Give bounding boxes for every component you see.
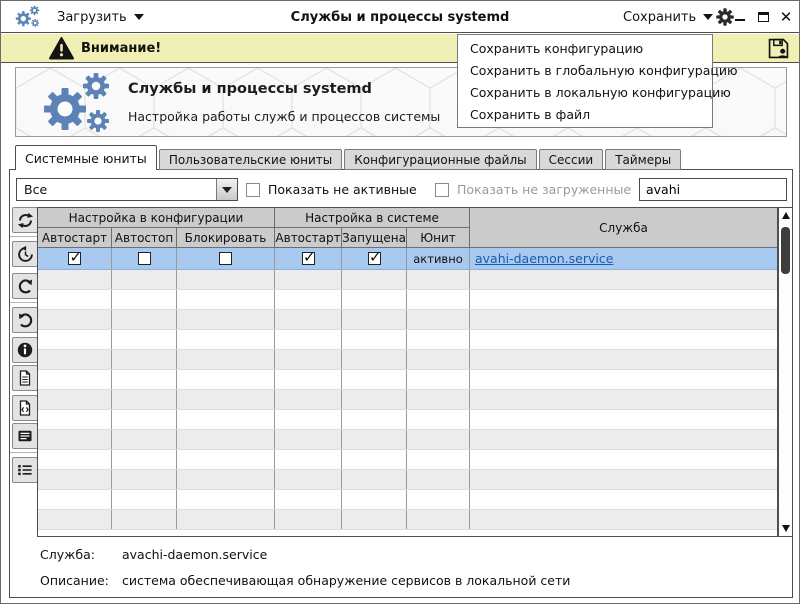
cell-config-autostop[interactable]	[112, 248, 177, 269]
sidebar-button-list[interactable]	[12, 457, 38, 483]
sidebar-button-unit-file[interactable]	[12, 365, 38, 391]
close-icon[interactable]: ✕	[779, 8, 793, 26]
cell-config-autostart[interactable]	[38, 248, 112, 269]
save-button[interactable]	[623, 1, 713, 33]
cell-system-autostart[interactable]	[275, 248, 342, 269]
save-button-label: Сохранить	[623, 9, 697, 25]
table-row-empty	[38, 430, 777, 450]
column-header-service: Служба	[470, 208, 777, 248]
refresh-icon	[17, 212, 34, 229]
sidebar-button-refresh[interactable]	[12, 207, 38, 233]
table-empty-rows	[38, 270, 777, 530]
group-header-system: Настройка в системе	[275, 208, 470, 228]
cell-unit-state: активно	[407, 248, 470, 269]
group-header-config: Настройка в конфигурации	[38, 208, 275, 228]
table-row-empty	[38, 370, 777, 390]
tab-bar	[15, 145, 683, 170]
unit-category-select[interactable]	[16, 178, 238, 201]
tab-sessions[interactable]: Сессии	[539, 149, 604, 170]
top-toolbar	[1, 1, 799, 33]
sidebar-button-journal[interactable]	[12, 423, 38, 449]
show-unloaded-label: Показать не загруженные	[457, 182, 632, 197]
search-input[interactable]	[639, 178, 787, 201]
detail-service-label: Служба:	[40, 547, 95, 562]
banner-gears-logo	[38, 71, 118, 137]
window-controls	[733, 1, 793, 33]
table-row-empty	[38, 470, 777, 490]
warning-triangle-icon	[49, 37, 74, 63]
warning-text: Внимание!	[81, 41, 162, 56]
scrollbar-thumb[interactable]	[781, 227, 790, 274]
cell-system-running[interactable]	[342, 248, 407, 269]
redo-circle-icon	[17, 278, 34, 295]
load-button[interactable]	[57, 1, 144, 33]
sidebar-button-info[interactable]	[12, 337, 38, 363]
maximize-icon[interactable]	[756, 10, 770, 24]
sidebar-button-undo[interactable]	[12, 307, 38, 333]
column-header-autostart-config: Автостарт	[38, 228, 112, 248]
detail-description-label: Описание:	[40, 573, 109, 588]
table-row-empty	[38, 350, 777, 370]
info-icon	[17, 342, 33, 358]
menu-item-save-to-file[interactable]: Сохранить в файл	[470, 106, 591, 122]
checkbox-box[interactable]	[435, 183, 449, 197]
sidebar-button-history[interactable]	[12, 241, 38, 267]
detail-service-value: avachi-daemon.service	[122, 547, 268, 562]
detail-description-value: система обеспечивающая обнаружение сервисов в локальной сети	[122, 573, 571, 588]
checkbox-box[interactable]	[246, 183, 260, 197]
column-header-autostart-system: Автостарт	[275, 228, 342, 248]
system-units-panel	[9, 169, 793, 598]
checkbox[interactable]	[138, 252, 151, 265]
minimize-icon[interactable]	[733, 10, 747, 24]
app-gears-icon	[14, 5, 42, 31]
detail-description-row	[40, 573, 570, 588]
checkbox[interactable]	[368, 252, 381, 265]
table-row-empty	[38, 450, 777, 470]
save-dropdown-menu	[457, 34, 738, 128]
chevron-down-icon	[222, 187, 232, 193]
column-header-unit: Юнит	[407, 228, 470, 248]
banner-title: Службы и процессы systemd	[128, 81, 372, 97]
menu-item-save-global-config[interactable]: Сохранить в глобальную конфигурацию	[470, 62, 738, 78]
checkbox[interactable]	[302, 252, 315, 265]
checkbox[interactable]	[68, 252, 81, 265]
show-inactive-checkbox[interactable]	[246, 182, 417, 197]
table-row-empty	[38, 510, 777, 530]
table-row-empty	[38, 310, 777, 330]
table-vertical-scrollbar[interactable]	[778, 207, 793, 537]
sidebar-separator	[10, 302, 40, 303]
tab-config-files[interactable]: Конфигурационные файлы	[344, 149, 536, 170]
undo-circle-icon	[17, 312, 34, 329]
units-table	[37, 207, 778, 537]
window-title: Службы и процессы systemd	[290, 9, 510, 25]
table-header	[38, 208, 777, 248]
detail-service-row	[40, 547, 267, 562]
table-row-empty	[38, 390, 777, 410]
list-icon	[17, 462, 33, 478]
document-code-icon	[17, 400, 33, 416]
table-row-empty	[38, 490, 777, 510]
checkbox[interactable]	[219, 252, 232, 265]
menu-item-save-local-config[interactable]: Сохранить в локальную конфигурацию	[470, 84, 731, 100]
sidebar-separator	[10, 236, 40, 237]
document-icon	[17, 370, 33, 386]
journal-icon	[17, 428, 33, 444]
sidebar-separator	[10, 452, 40, 453]
scroll-down-icon[interactable]	[779, 522, 792, 535]
load-button-label: Загрузить	[57, 9, 127, 25]
chevron-down-icon	[703, 14, 713, 20]
cell-config-block[interactable]	[177, 248, 275, 269]
tab-system-units[interactable]: Системные юниты	[15, 145, 157, 170]
column-header-autostop: Автостоп	[112, 228, 177, 248]
history-clock-icon	[17, 246, 34, 263]
banner-subtitle: Настройка работы служб и процессов системы	[128, 109, 441, 124]
show-inactive-label: Показать не активные	[268, 182, 417, 197]
save-file-icon[interactable]	[768, 38, 789, 62]
tab-timers[interactable]: Таймеры	[605, 149, 681, 170]
table-row-empty	[38, 290, 777, 310]
chevron-down-icon	[134, 14, 144, 20]
column-header-running: Запущена	[342, 228, 407, 248]
menu-item-save-config[interactable]: Сохранить конфигурацию	[470, 40, 644, 56]
table-row-empty	[38, 410, 777, 430]
combo-arrow-button[interactable]	[216, 179, 237, 200]
sidebar-button-edit-source[interactable]	[12, 395, 38, 421]
cell-service	[470, 248, 777, 269]
scroll-up-icon[interactable]	[779, 209, 792, 222]
settings-gear-icon[interactable]	[715, 7, 735, 30]
table-row-selected[interactable]	[38, 248, 777, 270]
service-link[interactable]: avahi-daemon.service	[475, 251, 614, 266]
unit-category-value: Все	[24, 182, 48, 197]
table-row-empty	[38, 330, 777, 350]
table-row-empty	[38, 270, 777, 290]
sidebar-button-redo[interactable]	[12, 273, 38, 299]
tab-user-units[interactable]: Пользовательские юниты	[159, 149, 342, 170]
show-unloaded-checkbox[interactable]	[435, 182, 631, 197]
column-header-block: Блокировать	[177, 228, 275, 248]
